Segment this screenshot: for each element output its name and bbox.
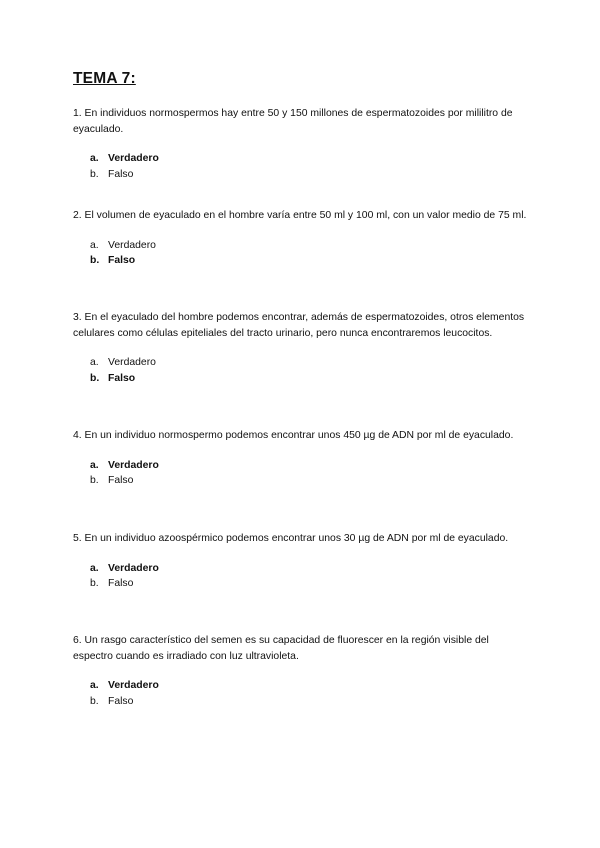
option-list xyxy=(73,151,531,182)
option-label: Falso xyxy=(108,255,136,266)
option-b xyxy=(73,576,531,592)
option-list xyxy=(73,561,531,592)
option-letter: b. xyxy=(90,168,99,180)
option-letter: b. xyxy=(90,695,99,707)
option-letter: a. xyxy=(90,459,99,471)
option-letter: a. xyxy=(90,562,99,574)
question-6 xyxy=(73,633,531,709)
option-label: Falso xyxy=(108,372,136,384)
option-label: Falso xyxy=(108,578,134,589)
option-letter: a. xyxy=(90,239,99,251)
question-text: 6. Un rasgo característico del semen es su capacidad de fluorescer en la región visible del espectro cuando es irradiado con luz ultravioleta. xyxy=(73,635,489,662)
question-text: 4. En un individuo normospermo podemos encontrar unos 450 µg de ADN por ml de eyaculado. xyxy=(73,430,514,441)
option-letter: b. xyxy=(90,578,99,589)
option-list xyxy=(73,458,531,489)
question-2 xyxy=(73,208,531,269)
option-label: Falso xyxy=(108,695,134,707)
option-a xyxy=(73,238,531,254)
option-label: Falso xyxy=(108,168,134,180)
question-text: 3. En el eyaculado del hombre podemos encontrar, además de espermatozoides, otros elementos celulares como células epiteliales del tracto urinario, pero nunca encontraremos leucocitos. xyxy=(73,312,525,339)
option-label: Verdadero xyxy=(108,357,156,368)
option-label: Falso xyxy=(108,475,134,486)
option-b xyxy=(73,371,531,387)
question-5 xyxy=(73,531,531,592)
question-text: 5. En un individuo azoospérmico podemos encontrar unos 30 µg de ADN por ml de eyaculado. xyxy=(73,533,509,544)
option-letter: a. xyxy=(90,680,99,691)
option-b xyxy=(73,253,531,269)
question-4 xyxy=(73,428,531,489)
option-list xyxy=(73,678,531,709)
option-b xyxy=(73,473,531,489)
option-label: Verdadero xyxy=(108,562,159,574)
option-b xyxy=(73,694,531,710)
question-text: 2. El volumen de eyaculado en el hombre varía entre 50 ml y 100 ml, con un valor medio de 75 ml. xyxy=(73,210,527,221)
option-a xyxy=(73,561,531,577)
option-letter: b. xyxy=(90,475,99,486)
option-a xyxy=(73,355,531,371)
option-letter: a. xyxy=(90,153,99,164)
question-1 xyxy=(73,106,531,182)
question-text: 1. En individuos normospermos hay entre 50 y 150 millones de espermatozoides por mililitro de eyaculado. xyxy=(73,108,513,135)
question-3 xyxy=(73,310,531,386)
option-list xyxy=(73,238,531,269)
option-label: Verdadero xyxy=(108,680,159,691)
option-a xyxy=(73,151,531,167)
option-letter: b. xyxy=(90,372,100,384)
page-title: TEMA 7: xyxy=(73,70,136,87)
option-letter: a. xyxy=(90,357,99,368)
option-a xyxy=(73,458,531,474)
option-b xyxy=(73,167,531,183)
option-label: Verdadero xyxy=(108,239,156,251)
option-letter: b. xyxy=(90,255,100,266)
option-label: Verdadero xyxy=(108,459,159,471)
option-label: Verdadero xyxy=(108,153,159,164)
option-list xyxy=(73,355,531,386)
option-a xyxy=(73,678,531,694)
